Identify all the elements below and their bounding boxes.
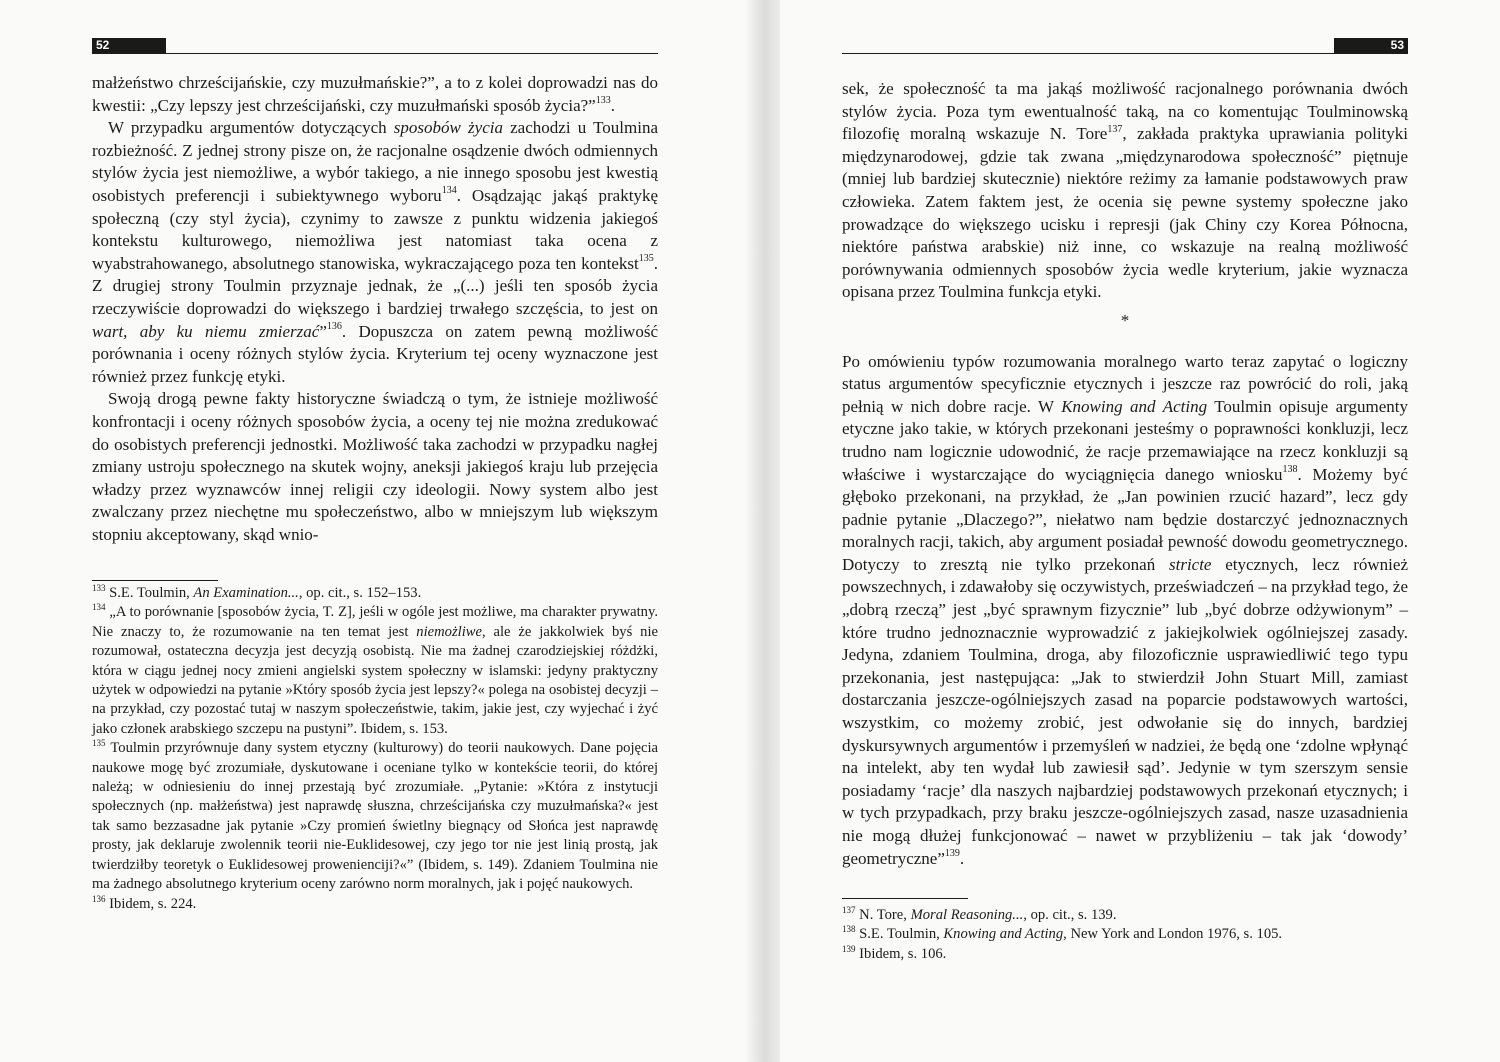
text-run: , ale że jakkolwiek byś nie rozumował, ostateczna decyzja jest decyzją osobistą. Nie ma żadnej czarodziejskiej różdżki, która w ciągu jednej nocy zmieni angielski system społeczny w islamski: jedyny praktyczny użytek w odpowiedzi na pytanie »Który sposób życia jest lepszy?« polega na osobistej decyzji – na przykład, czy pozostać tutaj w naszym społeczeństwie, takim, jakie jest, czy wyjechać i żyć jako członek arabskiego szczepu na pustyni”. Ibidem, s. 153. xyxy=(92,623,658,737)
italic-text: stricte xyxy=(1168,554,1212,574)
footnotes-left xyxy=(92,584,658,914)
text-run: S.E. Toulmin, xyxy=(859,926,944,943)
text-run: N. Tore, xyxy=(859,907,911,923)
body-text-left xyxy=(92,72,658,546)
text-run: S.E. Toulmin, xyxy=(109,585,194,601)
right-page xyxy=(780,0,1500,1062)
body-paragraph xyxy=(92,117,658,388)
text-run: zachodzi u Toulmina rozbieżność. Z jednej strony pisze on, że racjonalne osądzenie dwóch odmiennych stylów życia jest niemożliwe, a wybór takiego, a nie innego sposobu jest kwestią osobistych preferencji i subiektywnego wyboru xyxy=(92,118,658,205)
text-run: etycznych, lecz również powszechnych, i zdawałoby się oczywistych, przeświadczeń – na przykład tego, że „dobrą rzeczą” jest „być sprawnym fizycznie” lub „być dobrze odżywionym” – które trudno jednoznacznie wyprowadzić z jakiejkolwiek ogólniejszej zasady. Jedyna, zdaniem Toulmina, droga, aby filozoficznie usprawiedliwić tego typu przekonania, jest następująca: „Jak to stwierdził John Stuart Mill, zamiast dostarczania jeszcze-ogólniejszych zasad na poparcie podstawowych wartości, wszystkim, co możemy zrobić, jest odwołanie się do innych, bardziej dyskursywnych argumentów i przemyśleń w nadziei, że będą one ‘zdolne wpłynąć na intelekt, aby ten wydał lub zawiesił sąd’. Jedynie w tym szerszym sensie posiadamy ‘racje’ dla naszych najbardziej podstawowych przekonań etycznych; i w tych przypadkach, przy braku jeszcze-ogólniejszych zasad, nasze uzasadnienia nie mogą dłużej funkcjonować – nawet w przybliżeniu – tak jak ‘dowody’ geometryczne” xyxy=(842,554,1408,868)
footnote-number: 139 xyxy=(842,943,856,954)
italic-text: wart, aby ku niemu zmierzać xyxy=(92,321,320,341)
page-number-left: 52 xyxy=(92,38,166,53)
footnote-reference: 138 xyxy=(1282,463,1298,475)
text-run: Ibidem, s. 106. xyxy=(859,945,947,962)
italic-text: Knowing and Acting xyxy=(1061,396,1208,416)
text-run: . Osądzając jakąś praktykę społeczną (czy styl życia), czynimy to zawsze z punktu widzenia jakiegoś kontekstu kulturowego, niemożliwa jest natomiast taka ocena z wyabstrahowanego, absolutnego stanowiska, wykraczającego poza ten kontekst xyxy=(92,185,658,273)
footnote-separator-left xyxy=(92,580,218,581)
text-run: ” xyxy=(319,321,327,341)
footnotes-right xyxy=(842,906,1408,964)
page-header-right xyxy=(842,38,1408,54)
footnote xyxy=(92,739,658,894)
footnote xyxy=(92,584,658,603)
italic-text: Moral Reasoning... xyxy=(910,907,1024,923)
text-run: W przypadku argumentów dotyczących xyxy=(108,118,394,138)
book-gutter xyxy=(745,0,780,1062)
footnote-number: 134 xyxy=(92,602,106,613)
body-text-right xyxy=(842,78,1408,870)
header-rule xyxy=(842,53,1408,54)
footnote-reference: 136 xyxy=(326,320,342,332)
footnote-reference: 135 xyxy=(638,253,654,265)
footnote-reference: 139 xyxy=(944,847,960,859)
footnote-reference: 137 xyxy=(1107,123,1123,135)
italic-text: sposobów życia xyxy=(393,118,503,138)
footnote-number: 137 xyxy=(842,905,856,916)
text-run: * xyxy=(1120,310,1130,330)
footnote-separator-right xyxy=(842,898,968,899)
italic-text: An Examination... xyxy=(193,585,299,601)
text-run: . xyxy=(959,848,965,868)
text-run: , zakłada praktyka uprawiania polityki międzynarodowej, gdzie tak zwana „międzynarodowa społeczność” piętnuje (mniej lub bardziej skutecznie) niektóre reżimy za łamanie podstawowych praw człowieka. Zatem faktem jest, że ocenia się pewne systemy społeczne jako prowadzące do większego ucisku i represji (jak Chiny czy Korea Północna, niektóre państwa arabskie) niż inne, co wskazuje na realną możliwość porównywania odmiennych sposobów życia wedle kryterium, jakie wyznacza opisana przez Toulmina funkcja etyki. xyxy=(842,124,1409,302)
text-run: „A to porównanie [sposobów życia, T. Z], jeśli w ogóle jest możliwe, ma charakter prywatny. Nie znaczy to, że rozumowanie na ten temat jest xyxy=(92,604,658,640)
text-run: . Z drugiej strony Toulmin przyznaje jednak, że „(...) jeśli ten sposób życia rzeczywiście doprowadzi do większego i bardziej trwałego szczęścia, to jest on xyxy=(92,253,658,318)
text-run: sek, że społeczność ta ma jakąś możliwość racjonalnego porównania dwóch stylów życia. Poza tym ewentualność taką, na co komentując Toulminowską filozofię moralną wskazuje N. Tore xyxy=(842,79,1408,144)
footnote xyxy=(842,925,1408,944)
left-page xyxy=(0,0,745,1062)
italic-text: niemożliwe xyxy=(416,623,482,640)
footnote-number: 138 xyxy=(842,924,856,935)
text-run: Toulmin opisuje argumenty etyczne jako takie, w których przekonani jesteśmy o poprawności konkluzji, lecz trudno nam logicznie udowodnić, że racje przemawiające na rzecz konkluzji są właściwe i wystarczające do wyciągnięcia danego wniosku xyxy=(842,396,1408,484)
page-number-right: 53 xyxy=(1334,38,1408,53)
footnote xyxy=(842,906,1408,925)
text-run: Ibidem, s. 224. xyxy=(109,895,197,912)
text-run: , op. cit., s. 152–153. xyxy=(298,585,422,601)
footnote-reference: 133 xyxy=(595,94,611,106)
body-paragraph xyxy=(92,72,658,117)
body-paragraph xyxy=(842,78,1408,304)
footnote xyxy=(92,895,658,914)
footnote-number: 133 xyxy=(92,583,106,594)
body-paragraph xyxy=(842,351,1408,871)
text-run: Po omówieniu typów rozumowania moralnego warto teraz zapytać o logiczny status argumentów specyficznie etycznych i jeszcze raz powrócić do roli, jaką pełnią w nich dobre racje. W xyxy=(842,351,1408,416)
footnote-reference: 134 xyxy=(441,185,457,197)
text-run: . Dopuszcza on zatem pewną możliwość porównania i oceny różnych stylów życia. Kryterium tej oceny wyznaczone jest również przez funkcję etyki. xyxy=(92,321,658,386)
header-rule xyxy=(92,53,658,54)
footnote xyxy=(842,945,1408,964)
footnote-number: 135 xyxy=(92,738,106,749)
footnote-number: 136 xyxy=(92,893,106,904)
text-run: . Możemy być głęboko przekonani, na przykład, że „Jan powinien rzucić hazard”, lecz gdy padnie pytanie „Dlaczego?”, niełatwo nam będzie dostarczyć jednoznacznych moralnych racji, takich, aby argument posiadał pewność dowodu geometrycznego. Dotyczy to zresztą nie tylko przekonań xyxy=(842,464,1408,574)
body-paragraph xyxy=(92,388,658,546)
section-break-asterisk xyxy=(842,310,1408,333)
text-run: Swoją drogą pewne fakty historyczne świadczą o tym, że istnieje możliwość konfrontacji i oceny różnych sposobów życia, a oceny tej nie można zredukować do osobistych preferencji jednostki. Możliwość taka zachodzi w przypadku nagłej zmiany ustroju społecznego na skutek wojny, aneksji jakiegoś kraju lub przejęcia władzy przez wyznawców innej religii czy ideologii. Nowy system albo jest zwalczany przez niechętne mu społeczeństwo, albo w mniejszym lub większym stopniu akceptowany, skąd wnio- xyxy=(92,389,658,544)
text-run: . xyxy=(610,95,615,115)
footnote xyxy=(92,603,658,739)
text-run: małżeństwo chrześcijańskie, czy muzułmańskie?”, a to z kolei doprowadzi nas do kwestii: „Czy lepszy jest chrześcijański, czy muzułmański sposób życia?” xyxy=(92,73,658,115)
text-run: , New York and London 1976, s. 105. xyxy=(1063,926,1283,943)
text-run: Toulmin przyrównuje dany system etyczny (kulturowy) do teorii naukowych. Dane pojęcia naukowe mogę być zrozumiałe, dyskutowane i oceniane tylko w kontekście teorii, do której należą; w odniesieniu do innej przestają być zrozumiałe. „Pytanie: »Która z instytucji społecznych (np. małżeństwa) jest naprawdę słuszna, chrześcijańska czy muzułmańska?« jest tak samo bezzasadne jak pytanie »Czy promień świetlny biegnący od Słońca jest naprawdę prosty, jak deklaruje zwolennik teorii nie-Euklidesowej, czy jego tor nie jest linią prostą, jak twierdziłby teoretyk o Euklidesowej prowenienciji?«” (Ibidem, s. 149). Zdaniem Toulmina nie ma żadnego absolutnego kryterium oceny zarówno norm moralnych, jak i pojęć naukowych. xyxy=(92,740,658,893)
text-run: , op. cit., s. 139. xyxy=(1023,907,1117,923)
italic-text: Knowing and Acting xyxy=(943,926,1064,943)
page-header-left xyxy=(92,38,658,54)
